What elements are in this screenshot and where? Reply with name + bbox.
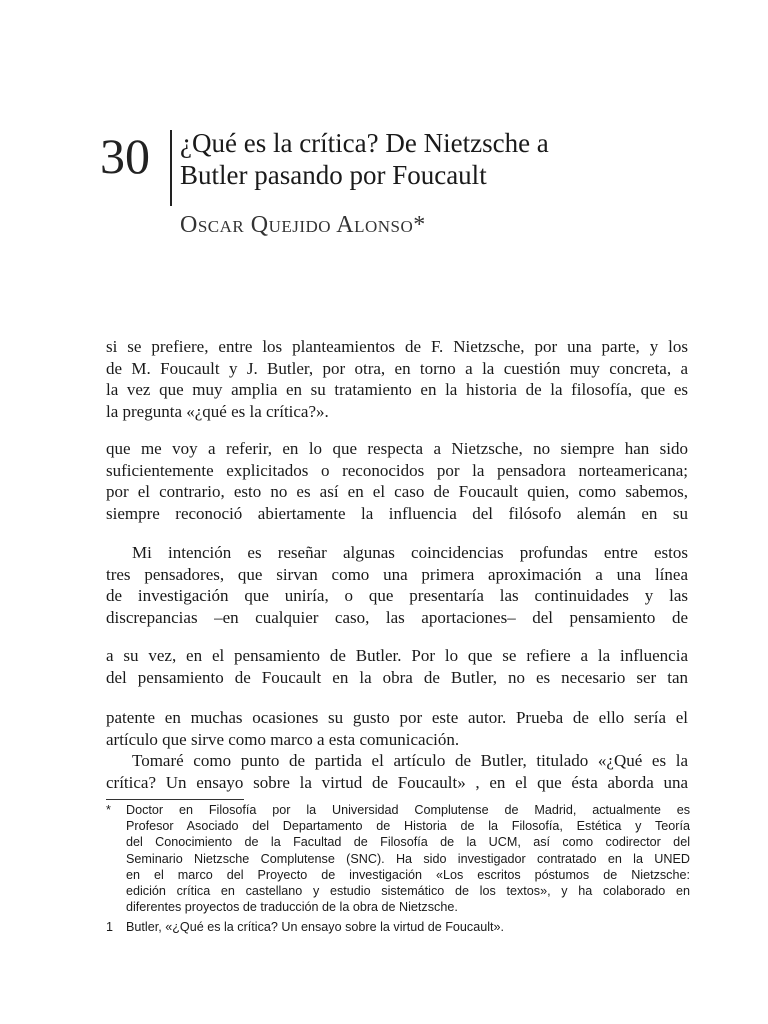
footnote-line: Profesor Asociado del Departamento de Historia de la Filosofía, Estética y Teoría [126, 819, 690, 834]
footnote-line: del Conocimiento de la Facultad de Filosofía de la UCM, así como codirector del [126, 835, 690, 850]
chapter-title-line: Butler pasando por Foucault [180, 160, 487, 190]
body-paragraph [106, 645, 688, 688]
footnote-mark: * [106, 803, 111, 817]
footnote-line: Seminario Nietzsche Complutense (SNC). Ha sido investigador contratado en la UNED [126, 851, 690, 866]
footnote-line: Doctor en Filosofía por la Universidad Complutense de Madrid, actualmente es [126, 803, 690, 817]
text-line: patente en muchas ocasiones su gusto por este autor. Prueba de ello sería el [106, 708, 688, 727]
text-line: la pregunta «¿qué es la crítica?». [106, 401, 329, 421]
footnote-mark: 1 [106, 920, 114, 935]
chapter-author: Oscar Quejido Alonso* [180, 212, 426, 238]
text-line: tres pensadores, que sirvan como una primera aproximación a una línea [106, 564, 688, 584]
text-line: de M. Foucault y J. Butler, por otra, en torno a la cuestión muy concreta, a [106, 358, 688, 378]
footnotes [106, 802, 690, 936]
text-line: que me voy a referir, en lo que respecta a Nietzsche, no siempre han sido [106, 439, 688, 458]
footnote-line: en el marco del Proyecto de investigación «Los escritos póstumos de Nietzsche: [126, 867, 690, 882]
text-line: discrepancias –en cualquier caso, las aportaciones– del pensamiento de [106, 607, 688, 627]
text-line: Mi intención es reseñar algunas coincidencias profundas entre estos [132, 543, 688, 562]
text-line: suficientemente explicitados o reconocidos por la pensadora norteamericana; [106, 460, 688, 480]
body-paragraph [106, 336, 688, 422]
body-paragraph [106, 542, 688, 628]
text-line: siempre reconoció abiertamente la influencia del filósofo alemán en su [106, 503, 688, 523]
text-line: de investigación que uniría, o que presentaría las continuidades y las [106, 586, 688, 606]
text-line: por el contrario, esto no es así en el caso de Foucault quien, como sabemos, [106, 482, 688, 502]
text-line: si se prefiere, entre los planteamientos de F. Nietzsche, por una parte, y los [106, 337, 688, 356]
text-line: a su vez, en el pensamiento de Butler. Por lo que se refiere a la influencia [106, 646, 688, 665]
chapter-number: 30 [100, 128, 150, 184]
text-line: artículo que sirve como marco a esta comunicación. [106, 729, 460, 749]
chapter-title [180, 127, 700, 191]
footnote-line: Butler, «¿Qué es la crítica? Un ensayo sobre la virtud de Foucault». [126, 920, 505, 935]
text-line: crítica? Un ensayo sobre la virtud de Foucault» , en el que ésta aborda una [106, 772, 688, 792]
text-line: del pensamiento de Foucault en la obra de Butler, no es necesario ser tan [106, 667, 688, 687]
text-line: Tomaré como punto de partida el artículo de Butler, titulado «¿Qué es la [132, 751, 688, 771]
body-paragraph [106, 707, 688, 793]
footnote-divider [106, 799, 244, 800]
chapter-title-line: ¿Qué es la crítica? De Nietzsche a [180, 128, 549, 158]
footnote-line: edición crítica en castellano y estudio sistemático de los textos», y ha colaborado en [126, 884, 690, 899]
text-line: la vez que muy amplia en su tratamiento en la historia de la filosofía, que es [106, 380, 688, 400]
footnote [106, 919, 690, 935]
footnote [106, 802, 690, 915]
body-paragraph [106, 438, 688, 524]
footnote-line: diferentes proyectos de traducción de la obra de Nietzsche. [126, 900, 458, 915]
chapter-divider [170, 130, 172, 206]
